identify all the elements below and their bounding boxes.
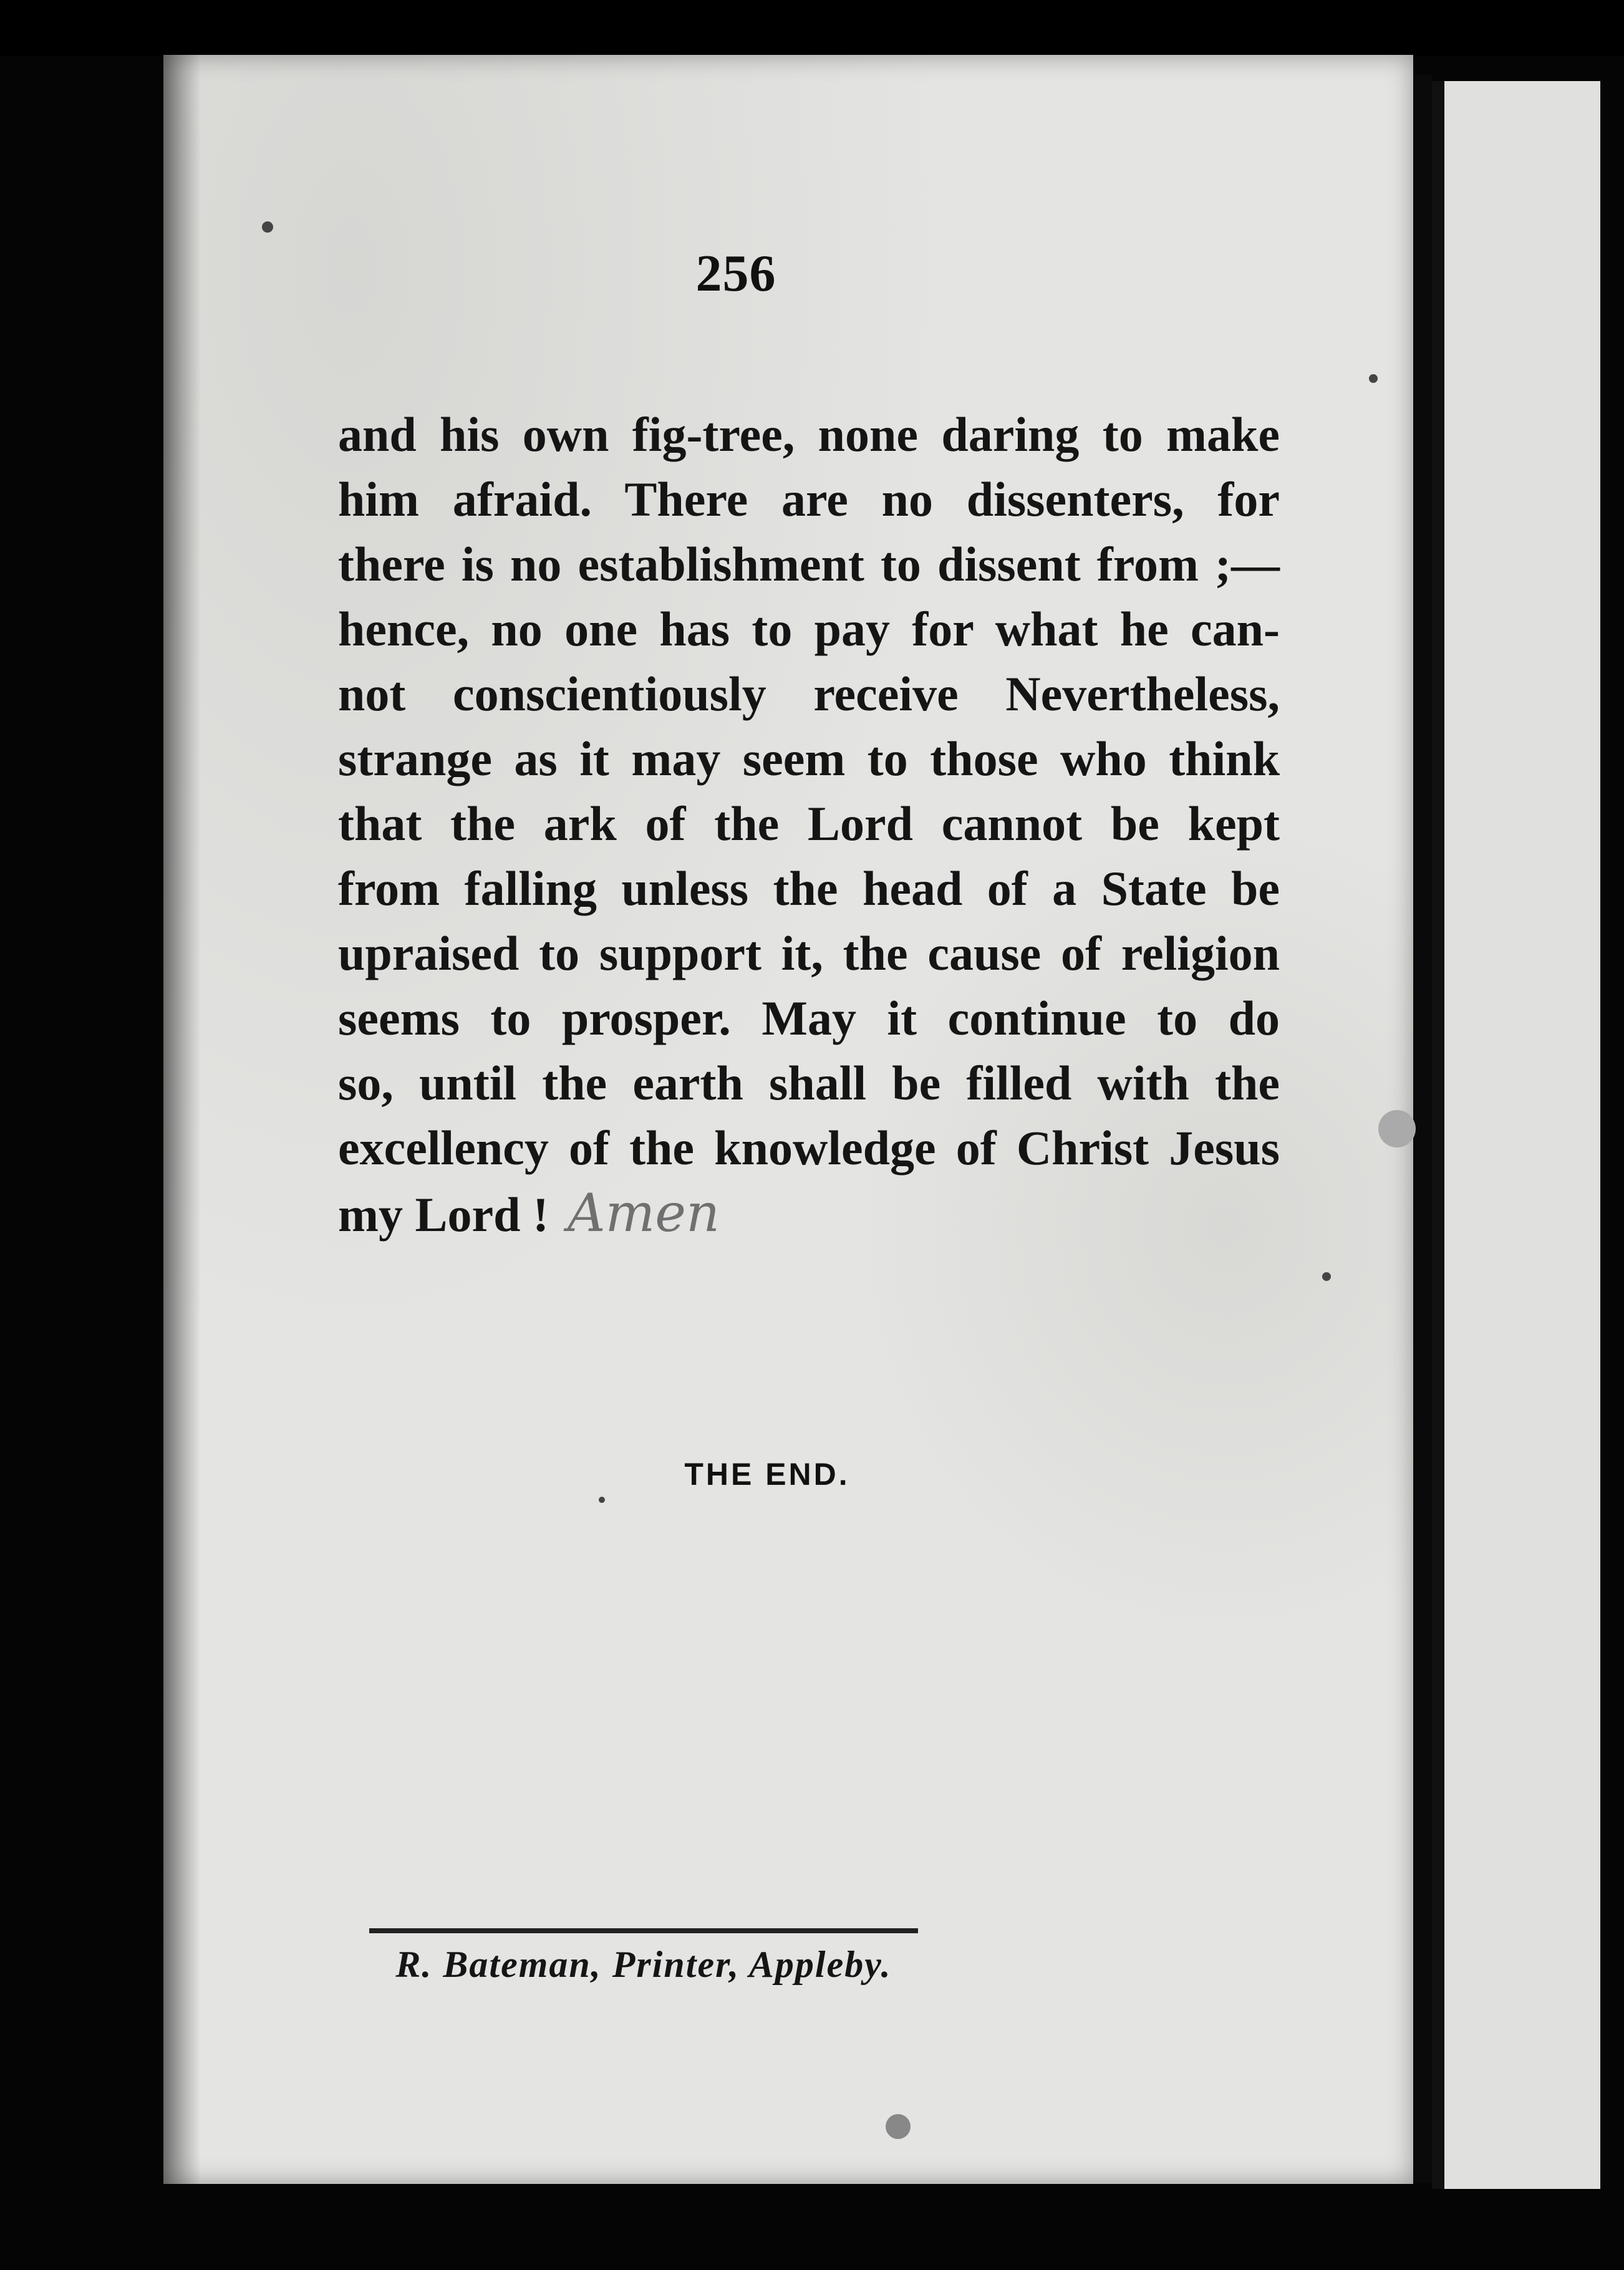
page-edge-shadow (163, 55, 201, 2184)
ink-speck (886, 2114, 911, 2139)
text-line: excellency of the knowledge of Christ Jesus (338, 1121, 1280, 1175)
ink-speck (599, 1497, 605, 1503)
ink-speck (1369, 374, 1378, 383)
final-line-text: my Lord ! (338, 1187, 549, 1242)
facing-page-gutter (1432, 81, 1444, 2189)
final-text-line (338, 1181, 1280, 1245)
text-line: so, until the earth shall be filled with the (338, 1056, 1280, 1110)
text-line: from falling unless the head of a State be (338, 861, 1280, 915)
text-line: seems to prosper. May it continue to do (338, 991, 1280, 1045)
body-text (338, 402, 1280, 1245)
scan-border (0, 0, 1624, 56)
text-line: there is no establishment to dissent from ;— (338, 537, 1280, 591)
facing-page-edge (1432, 81, 1600, 2189)
text-line: hence, no one has to pay for what he can- (338, 602, 1280, 656)
book-gutter (1413, 75, 1432, 2183)
ink-speck (262, 221, 273, 233)
printer-imprint: R. Bateman, Printer, Appleby. (395, 1944, 892, 1985)
the-end-heading: THE END. (684, 1457, 850, 1492)
page-number: 256 (695, 244, 776, 302)
text-line: and his own fig-tree, none daring to make (338, 407, 1280, 461)
text-line: strange as it may seem to those who think (338, 732, 1280, 786)
text-line: upraised to support it, the cause of religion (338, 926, 1280, 980)
text-line: him afraid. There are no dissenters, for (338, 472, 1280, 526)
ink-speck (1378, 1110, 1416, 1147)
ink-speck (1322, 1272, 1331, 1281)
text-line: that the ark of the Lord cannot be kept (338, 796, 1280, 851)
divider-rule (369, 1928, 918, 1933)
handwritten-annotation: Amen (567, 1182, 720, 1244)
text-line: not conscientiously receive Nevertheless, (338, 667, 1280, 721)
